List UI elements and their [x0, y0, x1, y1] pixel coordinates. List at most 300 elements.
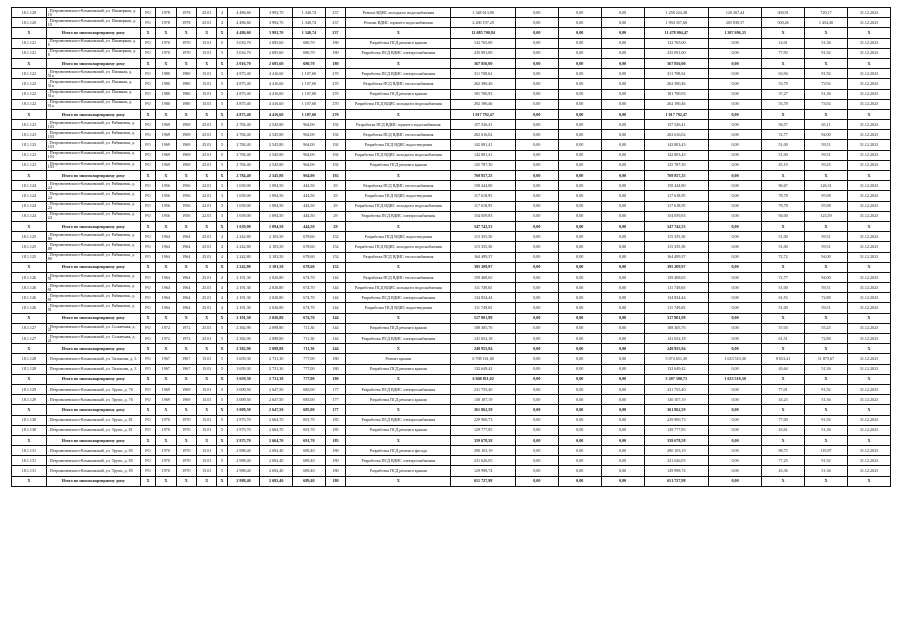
cell-residents: 192 — [325, 140, 345, 150]
cell-owner-funds-2: 0,00 — [709, 293, 762, 303]
cell-wall-material: X — [196, 405, 216, 415]
cell-address: . Петровичевского-Кочановский, ул. Пионерная, д. 6 — [46, 38, 140, 48]
cell-max-unit-cost: X — [805, 476, 848, 486]
cell-living-area: 2 664,70 — [260, 425, 293, 435]
cell-federal-funds: 0,00 — [515, 38, 558, 48]
cell-owner-funds-1: 129 777,85 — [644, 425, 708, 435]
cell-floors: 5 — [217, 415, 227, 425]
cell-work-type: X — [346, 28, 451, 38]
cell-residents: 185 — [325, 415, 345, 425]
cell-federal-funds: 0,00 — [515, 303, 558, 313]
cell-common-area: 685,00 — [293, 384, 326, 394]
cell-work-type: X — [346, 262, 451, 272]
cell-max-unit-cost: 51,36 — [805, 466, 848, 476]
cell-build-year: 1969 — [156, 140, 176, 150]
cell-living-area: 3 992,70 — [260, 8, 293, 18]
cell-unit-cost: 53,79 — [762, 79, 805, 89]
cell-work-type: Разработка ПСД ВДИС холодного водоснабжения — [346, 150, 451, 160]
cell-total-area: 3 009,50 — [227, 405, 260, 415]
cell-work-type: Разработка ПСД ВДИС электроснабжения — [346, 48, 451, 58]
cell-owner-funds-2: 0,00 — [709, 252, 762, 262]
cell-work-type: Разработка ПСД ВДИС электроснабжения — [346, 415, 451, 425]
cell-work-type: Разработка ПСД ВДИС водоотведения — [346, 140, 451, 150]
cell-residents: 180 — [325, 476, 345, 486]
cell-row-number: X — [12, 374, 47, 384]
cell-common-area: 678,60 — [293, 252, 326, 262]
cell-unit-cost: X — [762, 171, 805, 181]
cell-municipal-funds: 0,00 — [601, 201, 644, 211]
cell-federal-funds: 0,00 — [515, 435, 558, 445]
cell-row-number: X — [12, 313, 47, 323]
cell-work-type: X — [346, 313, 451, 323]
cell-federal-funds: 0,00 — [515, 364, 558, 374]
table-row — [12, 79, 891, 89]
cell-build-year: X — [156, 171, 176, 181]
cell-living-area: 2 545,80 — [260, 150, 293, 160]
cell-deadline: 31.12.2023 — [847, 160, 890, 170]
cell-owner-funds-1: 141 652,18 — [644, 334, 708, 344]
cell-deadline: 31.12.2023 — [847, 334, 890, 344]
cell-wall-material: 15.01 — [196, 364, 216, 374]
cell-municipal-funds: 0,00 — [601, 435, 644, 445]
cell-owner-funds-1: 651 727,98 — [644, 476, 708, 486]
cell-floors: 4 — [217, 293, 227, 303]
cell-ownership: РО — [140, 425, 155, 435]
cell-residents: 144 — [325, 334, 345, 344]
cell-max-unit-cost: 51,36 — [805, 38, 848, 48]
cell-deadline: 31.12.2023 — [847, 415, 890, 425]
cell-unit-cost: 14,01 — [762, 38, 805, 48]
cell-unit-cost: X — [762, 109, 805, 119]
cell-unit-cost: 61,53 — [762, 293, 805, 303]
cell-wall-material: 15.01 — [196, 69, 216, 79]
table-row — [12, 425, 891, 435]
cell-residents: 180 — [325, 354, 345, 364]
cell-total-area: 2 242,80 — [227, 252, 260, 262]
cell-ownership: X — [140, 221, 155, 231]
cell-living-area: 2 026,80 — [260, 313, 293, 323]
cell-regional-funds: 0,00 — [558, 446, 601, 456]
cell-ownership: РО — [140, 140, 155, 150]
cell-floors: X — [217, 171, 227, 181]
cell-commission-year: 1970 — [176, 446, 196, 456]
cell-municipal-funds: 0,00 — [601, 109, 644, 119]
cell-work-type: Разработка ПСД ВДИС холодного водоснабжения — [346, 242, 451, 252]
cell-cost-total: 181 700,93 — [451, 89, 515, 99]
cell-owner-funds-2: 0,00 — [709, 313, 762, 323]
cell-cost-total: 547 742,53 — [451, 221, 515, 231]
cell-address: . Петровичевского-Кочановский, ул. Трупп, д. 76 — [46, 384, 140, 394]
cell-residents: 144 — [325, 272, 345, 282]
cell-unit-cost: X — [762, 28, 805, 38]
cell-build-year: 1972 — [156, 323, 176, 333]
cell-owner-funds-2: 0,00 — [709, 38, 762, 48]
cell-commission-year: 1969 — [176, 140, 196, 150]
cell-owner-funds-1: 132 649,42 — [644, 364, 708, 374]
cell-ownership: РО — [140, 211, 155, 221]
cell-municipal-funds: 0,00 — [601, 120, 644, 130]
cell-work-type: Разработка ПСД ВДИС холодного водоснабжения — [346, 283, 451, 293]
cell-owner-funds-2: 0,00 — [709, 99, 762, 109]
cell-regional-funds: 0,00 — [558, 181, 601, 191]
cell-owner-funds-2: 1 633 510,30 — [709, 374, 762, 384]
cell-federal-funds: 0,00 — [515, 283, 558, 293]
cell-row-number: X — [12, 109, 47, 119]
cell-max-unit-cost: 1 454,40 — [805, 18, 848, 28]
cell-federal-funds: 0,00 — [515, 242, 558, 252]
cell-common-area: 1 107,60 — [293, 109, 326, 119]
cell-unit-cost: 43,23 — [762, 395, 805, 405]
cell-deadline: 31.12.2023 — [847, 48, 890, 58]
cell-federal-funds: 0,00 — [515, 374, 558, 384]
cell-regional-funds: 0,00 — [558, 99, 601, 109]
cell-ownership: РО — [140, 79, 155, 89]
cell-row-number: 18.1.120 — [12, 8, 47, 18]
cell-common-area: 691,70 — [293, 425, 326, 435]
table-row — [12, 364, 891, 374]
table-row — [12, 252, 891, 262]
cell-build-year: X — [156, 313, 176, 323]
cell-row-number: X — [12, 28, 47, 38]
cell-deadline: 31.12.2023 — [847, 303, 890, 313]
cell-wall-material: X — [196, 313, 216, 323]
cell-max-unit-cost: 94,00 — [805, 272, 848, 282]
cell-owner-funds-1: 1 258 224,38 — [644, 8, 708, 18]
cell-common-area: 711,30 — [293, 344, 326, 354]
cell-commission-year: 1970 — [176, 425, 196, 435]
cell-living-area: 3 992,70 — [260, 28, 293, 38]
cell-federal-funds: 0,00 — [515, 140, 558, 150]
cell-owner-funds-2: 205 839,57 — [709, 18, 762, 28]
cell-cost-total: 117 618,95 — [451, 191, 515, 201]
cell-commission-year: X — [176, 58, 196, 68]
table-row — [12, 395, 891, 405]
cell-deadline: X — [847, 171, 890, 181]
cell-address: . Петровичевского-Кочановский, ул. Рябиновая, д. 103 — [46, 150, 140, 160]
cell-unit-cost: 72,77 — [762, 130, 805, 140]
cell-build-year: 1967 — [156, 364, 176, 374]
cell-cost-total: 231 755,40 — [451, 384, 515, 394]
cell-federal-funds: 0,00 — [515, 313, 558, 323]
cell-living-area: 2 098,80 — [260, 323, 293, 333]
cell-common-area: 1 340,74 — [293, 28, 326, 38]
cell-regional-funds: 0,00 — [558, 150, 601, 160]
cell-max-unit-cost: 59,51 — [805, 303, 848, 313]
cell-residents: 237 — [325, 28, 345, 38]
cell-work-type: Разработка ПСД ВДИС электроснабжения — [346, 211, 451, 221]
cell-address: . Петровичевского-Кочановский, ул. Трупп, д. 85 — [46, 456, 140, 466]
cell-owner-funds-1: 117 618,95 — [644, 191, 708, 201]
cell-common-area: 711,30 — [293, 334, 326, 344]
cell-cost-total: 517 801,99 — [451, 313, 515, 323]
cell-commission-year: 1956 — [176, 181, 196, 191]
cell-unit-cost: 51,00 — [762, 232, 805, 242]
cell-total-area: 2 242,80 — [227, 232, 260, 242]
cell-unit-cost: 37,27 — [762, 89, 805, 99]
cell-floors: 3 — [217, 211, 227, 221]
cell-total-area: 2 988,40 — [227, 476, 260, 486]
cell-work-type: X — [346, 344, 451, 354]
cell-commission-year: 1964 — [176, 293, 196, 303]
cell-residents: 237 — [325, 18, 345, 28]
cell-regional-funds: 0,00 — [558, 252, 601, 262]
cell-row-number: 18.1.126 — [12, 303, 47, 313]
cell-unit-cost: 78,78 — [762, 201, 805, 211]
cell-unit-cost: 51,00 — [762, 140, 805, 150]
cell-owner-funds-2: 0,00 — [709, 171, 762, 181]
cell-municipal-funds: 0,00 — [601, 18, 644, 28]
cell-deadline: X — [847, 476, 890, 486]
table-row — [12, 150, 891, 160]
cell-ownership: РО — [140, 99, 155, 109]
cell-owner-funds-1: 115 355,30 — [644, 232, 708, 242]
cell-owner-funds-2: 0,00 — [709, 323, 762, 333]
cell-residents: 180 — [325, 38, 345, 48]
cell-cost-total: 142 081,41 — [451, 150, 515, 160]
cell-total-area: 2 975,70 — [227, 425, 260, 435]
cell-regional-funds: 0,00 — [558, 160, 601, 170]
cell-deadline: 31.12.2023 — [847, 201, 890, 211]
cell-address: Итого по многоквартирному дому — [46, 405, 140, 415]
cell-wall-material: X — [196, 435, 216, 445]
cell-living-area: 1 094,50 — [260, 211, 293, 221]
cell-ownership: РО — [140, 89, 155, 99]
cell-ownership: X — [140, 109, 155, 119]
cell-floors: 3 — [217, 191, 227, 201]
cell-deadline: 31.12.2023 — [847, 79, 890, 89]
cell-regional-funds: 0,00 — [558, 232, 601, 242]
cell-row-number: 18.1.125 — [12, 242, 47, 252]
cell-owner-funds-1: 111 749,65 — [644, 303, 708, 313]
table-row — [12, 211, 891, 221]
cell-work-type: Разработка ПСД ВДИС электроснабжения — [346, 69, 451, 79]
cell-cost-total: 359 678,58 — [451, 435, 515, 445]
cell-cost-total: 157 526,41 — [451, 120, 515, 130]
cell-work-type: Разработка ПСД ВДИС электроснабжения — [346, 334, 451, 344]
cell-common-area: 689,40 — [293, 476, 326, 486]
cell-municipal-funds: 0,00 — [601, 303, 644, 313]
cell-max-unit-cost: 59,51 — [805, 232, 848, 242]
cell-owner-funds-2: 0,00 — [709, 344, 762, 354]
cell-row-number: 18.1.126 — [12, 283, 47, 293]
cell-regional-funds: 0,00 — [558, 120, 601, 130]
cell-owner-funds-1: 311 708,62 — [644, 69, 708, 79]
cell-deadline: 31.12.2023 — [847, 140, 890, 150]
cell-row-number: 18.1.123 — [12, 120, 47, 130]
cell-living-area: 2 731,30 — [260, 374, 293, 384]
cell-row-number: 18.1.123 — [12, 150, 47, 160]
table-row — [12, 201, 891, 211]
cell-row-number: X — [12, 405, 47, 415]
cell-total-area: 4 486,60 — [227, 28, 260, 38]
cell-cost-total: 159 408,65 — [451, 272, 515, 282]
cell-federal-funds: 0,00 — [515, 150, 558, 160]
cell-federal-funds: 0,00 — [515, 191, 558, 201]
cell-regional-funds: 0,00 — [558, 221, 601, 231]
cell-deadline: 31.12.2023 — [847, 395, 890, 405]
table-row — [12, 120, 891, 130]
cell-federal-funds: 0,00 — [515, 456, 558, 466]
cell-floors: 5 — [217, 38, 227, 48]
cell-federal-funds: 0,00 — [515, 293, 558, 303]
cell-owner-funds-1: 361 862,59 — [644, 405, 708, 415]
cell-floors: 5 — [217, 130, 227, 140]
cell-owner-funds-1: 235 091,00 — [644, 48, 708, 58]
cell-municipal-funds: 0,00 — [601, 8, 644, 18]
cell-owner-funds-1: 134 834,44 — [644, 293, 708, 303]
cell-deadline: 31.12.2023 — [847, 89, 890, 99]
cell-address: Итого по многоквартирному дому — [46, 476, 140, 486]
cell-address: . Петровичевского-Кочановский, ул. Тихонова, д. 3 — [46, 364, 140, 374]
cell-regional-funds: 0,00 — [558, 364, 601, 374]
cell-floors: X — [217, 58, 227, 68]
cell-federal-funds: 0,00 — [515, 69, 558, 79]
cell-owner-funds-1: 1 017 792,47 — [644, 109, 708, 119]
cell-common-area: 678,60 — [293, 232, 326, 242]
table-total-row — [12, 313, 891, 323]
cell-cost-total: 1 017 792,47 — [451, 109, 515, 119]
cell-max-unit-cost: 126,31 — [805, 181, 848, 191]
cell-municipal-funds: 0,00 — [601, 456, 644, 466]
cell-ownership: X — [140, 435, 155, 445]
cell-owner-funds-1: 249 955,94 — [644, 344, 708, 354]
cell-living-area: 2 026,80 — [260, 272, 293, 282]
cell-wall-material: 25.01 — [196, 130, 216, 140]
cell-row-number: 18.1.121 — [12, 38, 47, 48]
cell-work-type: Разработка ПСД ВДИС холодного водоснабжения — [346, 99, 451, 109]
cell-cost-total: 115 355,30 — [451, 242, 515, 252]
cell-row-number: 18.1.120 — [12, 18, 47, 28]
cell-row-number: 18.1.122 — [12, 99, 47, 109]
cell-common-area: 674,70 — [293, 283, 326, 293]
cell-build-year: 1980 — [156, 69, 176, 79]
cell-wall-material: X — [196, 58, 216, 68]
cell-ownership: РО — [140, 160, 155, 170]
cell-floors: 5 — [217, 354, 227, 364]
cell-address: . Петровичевского-Кочановский, ул. Трупп, д. 81 — [46, 425, 140, 435]
cell-regional-funds: 0,00 — [558, 313, 601, 323]
cell-owner-funds-2: 0,00 — [709, 283, 762, 293]
cell-build-year: 1970 — [156, 446, 176, 456]
cell-owner-funds-2: 0,00 — [709, 130, 762, 140]
cell-living-area: 2 098,80 — [260, 334, 293, 344]
cell-living-area: 4 416,60 — [260, 89, 293, 99]
cell-wall-material: 25.01 — [196, 303, 216, 313]
cell-address: . Петровичевского-Кочановский, ул. Рябиновая, д. 24 — [46, 181, 140, 191]
cell-deadline: 31.12.2023 — [847, 364, 890, 374]
cell-build-year: 1964 — [156, 232, 176, 242]
cell-build-year: 1964 — [156, 272, 176, 282]
cell-owner-funds-1: 129 998,74 — [644, 466, 708, 476]
cell-deadline: 31.12.2023 — [847, 456, 890, 466]
cell-unit-cost: 61,51 — [762, 334, 805, 344]
cell-cost-total: 229 900,73 — [451, 415, 515, 425]
table-row — [12, 140, 891, 150]
cell-residents: 144 — [325, 323, 345, 333]
cell-owner-funds-1: 130 107,19 — [644, 395, 708, 405]
table-total-row — [12, 171, 891, 181]
cell-row-number: 18.1.126 — [12, 272, 47, 282]
cell-floors: 4 — [217, 252, 227, 262]
cell-max-unit-cost: 119,87 — [805, 446, 848, 456]
cell-owner-funds-1: 158 444,80 — [644, 181, 708, 191]
cell-federal-funds: 0,00 — [515, 384, 558, 394]
cell-floors: 5 — [217, 79, 227, 89]
cell-living-area: 2 731,30 — [260, 364, 293, 374]
cell-common-area: 691,70 — [293, 415, 326, 425]
cell-floors: 5 — [217, 48, 227, 58]
cell-work-type: X — [346, 109, 451, 119]
cell-unit-cost: X — [762, 221, 805, 231]
cell-living-area: 2 026,80 — [260, 303, 293, 313]
cell-unit-cost: 300,91 — [762, 8, 805, 18]
cell-deadline: X — [847, 374, 890, 384]
cell-address: Итого по многоквартирному дому — [46, 221, 140, 231]
cell-unit-cost: 51,00 — [762, 283, 805, 293]
cell-commission-year: 1969 — [176, 130, 196, 140]
cell-unit-cost: 77,93 — [762, 48, 805, 58]
cell-federal-funds: 0,00 — [515, 8, 558, 18]
cell-work-type: Разработка ПСД ВДИС теплоснабжения — [346, 181, 451, 191]
cell-wall-material: 22.01 — [196, 181, 216, 191]
cell-deadline: X — [847, 28, 890, 38]
cell-deadline: X — [847, 344, 890, 354]
cell-wall-material: 25.01 — [196, 293, 216, 303]
cell-floors: X — [217, 374, 227, 384]
cell-owner-funds-1: 262 390,46 — [644, 79, 708, 89]
cell-floors: 5 — [217, 425, 227, 435]
cell-cost-total: 134 834,44 — [451, 293, 515, 303]
cell-floors: X — [217, 109, 227, 119]
cell-common-area: 1 340,74 — [293, 18, 326, 28]
cell-cost-total: 115 355,30 — [451, 232, 515, 242]
cell-address: . Петровичевского-Кочановский, ул. Рябиновая, д. 24 — [46, 211, 140, 221]
cell-federal-funds: 0,00 — [515, 272, 558, 282]
cell-unit-cost: X — [762, 344, 805, 354]
cell-living-area: 2 103,50 — [260, 242, 293, 252]
cell-common-area: 711,30 — [293, 323, 326, 333]
cell-municipal-funds: 0,00 — [601, 354, 644, 364]
cell-row-number: 18.1.131 — [12, 466, 47, 476]
cell-municipal-funds: 0,00 — [601, 130, 644, 140]
cell-max-unit-cost: 72,80 — [805, 334, 848, 344]
cell-row-number: 18.1.128 — [12, 354, 47, 364]
cell-address: . Петровичевского-Кочановский, ул. Пионная, д. 51а — [46, 99, 140, 109]
cell-floors: 5 — [217, 160, 227, 170]
cell-regional-funds: 0,00 — [558, 354, 601, 364]
cell-max-unit-cost: X — [805, 28, 848, 38]
cell-federal-funds: 0,00 — [515, 395, 558, 405]
cell-row-number: 18.1.127 — [12, 334, 47, 344]
cell-max-unit-cost: X — [805, 344, 848, 354]
cell-cost-total: 311 708,62 — [451, 69, 515, 79]
cell-total-area: 4 875,40 — [227, 79, 260, 89]
cell-row-number: 18.1.131 — [12, 446, 47, 456]
cell-floors: 5 — [217, 334, 227, 344]
cell-owner-funds-1: 108 305,76 — [644, 323, 708, 333]
cell-federal-funds: 0,00 — [515, 120, 558, 130]
cell-residents: 29 — [325, 211, 345, 221]
cell-municipal-funds: 0,00 — [601, 466, 644, 476]
cell-municipal-funds: 0,00 — [601, 150, 644, 160]
cell-common-area: 691,70 — [293, 435, 326, 445]
cell-cost-total: 249 955,94 — [451, 344, 515, 354]
cell-regional-funds: 0,00 — [558, 405, 601, 415]
cell-floors: X — [217, 28, 227, 38]
table-total-row — [12, 344, 891, 354]
cell-owner-funds-1: 154 059,83 — [644, 211, 708, 221]
cell-living-area: 4 416,60 — [260, 109, 293, 119]
